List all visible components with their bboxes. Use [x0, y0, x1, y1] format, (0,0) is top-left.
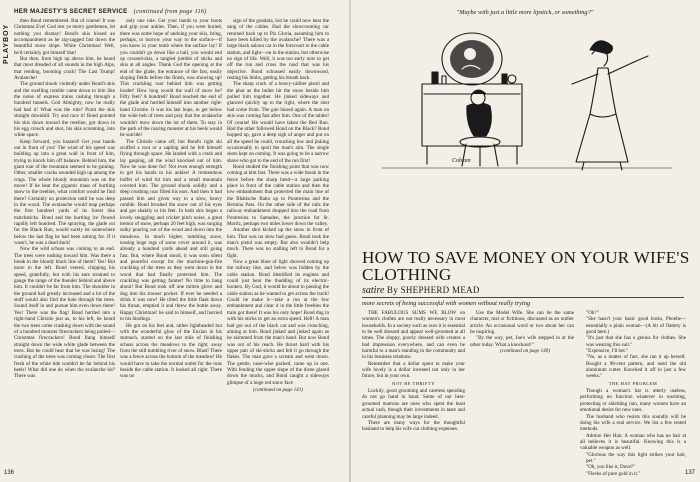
- paragraph: "It's just that she has a genius for clothes. She was wearing this suit.": [586, 335, 686, 348]
- satire-label: satire: [362, 285, 385, 296]
- paragraph: The ground shook violently under Bond's skis and the swelling rumble came down to him like the noise of express trains rushing through a hundred tunnels. God Almighty, now he really had had it! What was the rule? Point the skis straight downhill. Try and race it! Bond pointed his skis down toward the treeline, got down in his egg crouch and shot, his skis screaming, into white space.: [14, 81, 115, 139]
- cartoon-caption: "Maybe with just a little more lipstick, or something?": [456, 9, 594, 16]
- paragraph: There are many ways for the thoughtful husband to help his wife cut clothing expenses.: [362, 419, 465, 433]
- magazine-brand: PLAYBOY: [3, 23, 10, 65]
- subhead: NOT BE THRIFTY: [391, 380, 436, 386]
- paragraph: "Flecks of pure gold in it.": [586, 470, 641, 477]
- paragraph: He got on his feet and, rather lightheaded but with the wonderful glow of the Enzian in his stomach, started on the last mile of finishing schuss across the meadows to the right, away from the still tumbling river of snow. Blast! There was a fence across the bottom of the meadow! He would have to take the normal outlet for the runs beside the cable station. It looked all right. There was no: [120, 322, 222, 380]
- subhead: THE HAT PROBLEM: [608, 380, 658, 386]
- paragraph: Use the Model Wife. She can be the same character, real or fictitious, discussed as an outlier article. An occasional word or two about her can be inspiring.: [470, 310, 574, 336]
- artist-signature: Cobean: [452, 158, 471, 164]
- article-column-1: [14, 18, 115, 470]
- paragraph: Now the wild schuss was coming to an end. The trees were rushing toward him. Was there a break in the bloody black line of them? Yes! But more to the left. Bond veered, chipping his speed, gratefully, but with his ears strained to gauge the range of the thunder behind and above him. It couldn't be far from him. The shoulder in the ground had greatly increased and a lot of the stuff would also find the hole through the trees. Sound itself in and pursue him even down there! Yes! There was the flag! Bond hurtled into a right-hand Christie just as, to his left, he heard the two trees come crashing down with the sound of a hundred monster firecrackers being pulled—Christmas firecrackers! Bond flung himself straight down the wide white glade between the trees. But he could hear that he was losing! The crashing of the trees was coming closer. The first fresh of the white tide couldn't be far behind his heels! What did one do when the avalanche hit? There was: [14, 246, 115, 380]
- paragraph: "By the way, pet, Joe's wife stepped in at the other today. What a knockout!": [470, 335, 574, 348]
- article-column-2: [120, 18, 222, 470]
- running-head-title: HER MAJESTY'S SECRET SERVICE: [14, 8, 128, 15]
- cartoon-illustration: [362, 14, 688, 174]
- paragraph: Another shot kicked up the snow in front of him. That was no slow bad guess. Bond took the man's pistol was empty. But also wouldn't help much. There was no stalling left to Bond for a fight.: [227, 227, 329, 259]
- paragraph: Bond studied the finishing point that was now coming at him fast. There was a wide break in the fence before the sharp bend—a large parking place in front of the cable station and then the low embankment that protected the main line of the Rhätische Bahn up to Pontresina and the Bernina Pass. On the other side of the rails the railway embankment dropped into the road from Pontresina to Samaden, the junction for St. Moritz, perhaps two miles lower down the valley.: [227, 163, 329, 227]
- article-column-3: [227, 18, 329, 470]
- paragraph: Keep forward, you bastard! Get your hands out in front of you! The wind of his speed was building up into a great wall in front of him, trying to knock him off balance. Behind him, the giant roar of the mountain seemed to be gaining. Other, smaller cracks sounded high up among the crags. The whole bloody mountain was on the move! If he beat the gigantic mass of hurtling snow to the treeline, what comfort would he find there? Certainly no protection until he was deep in the wood. The avalanche would reap perhaps the first hundred yards of its forest like matchsticks. Bond and the hurtling ice flowed rapidly left hundred. The spraying, the glade cut for the Black Run, would surely be somewhere below the last flag he had been aiming for. If it wasn't, he was a dead duck!: [14, 138, 115, 247]
- article-body-column-3: [580, 310, 686, 477]
- page-number-right: 137: [685, 470, 696, 476]
- continued-from: (continued from page 116): [133, 8, 207, 15]
- paragraph: But then, from high up above him, he heard that most dreaded of all sounds in the high Alps, that rending, booming crack! The Last Trump! Avalanche!: [14, 56, 115, 82]
- paragraph: "She hasn't your basic good looks, Phoebe—essentially a plain woman—(A bit of flattery is good here.): [586, 316, 686, 336]
- paragraph: "No, as a matter of fact, she ran it up herself. Bought a 98-cent pattern, and used the old aluminum cutter. Knocked it off in just a few weeks.": [586, 354, 686, 380]
- continued-on: (continued on page 141): [253, 386, 303, 393]
- paragraph: sign of the gondola, but he could now hear the sang of the cables. Had the slowcooming car returned back up to Piz Gloria, assuming him to have been killed by the avalanche? There was a large black saloon car in the forecourt to the cable station, and light—on in the station, but otherwise no sign of life. Well, it was too early now to get off the run and cross the road that was his objective. Bond schussed easily downwood, resting his limbs, getting his breath back.: [227, 18, 330, 82]
- paragraph: Admire Her Hair. A woman who has no hair at all believes it is beautiful. Knowing this is a valuable weapon as well.: [580, 432, 686, 452]
- paragraph: The Christie came off, but Bond's right ski scuffed a root or a sapling and he felt himself flying through space. He landed with a crash and lay gasping, all the wind knocked out of him. Now he was done for! Not even enough strength to get his hands to his ankles! A tremendous buffet of wind hit him and a small mountain covered him. The ground shook solidly and a deep crushing roar filled his ears. And then it had passed him and given way to a slow, heavy rumble. Bond brushed the snow out of his eyes and got shakily to his feet. In both skis began a lovely snuggling and cricket pitch noise, a great tremor of snow, perhaps 20 feet high, was surging sulky pouring out of the wood and down into the meadows. In much higher, tumbling snow, tossing huge rags of snow cover around it, was already a hundred yards ahead and still going fast. But, where Bond stood, it was soon silent and peaceful except for the machine-gun-fire crackling of the trees as they went down in the wood that had finally protected him. The crackling was getting fainter! No time to hang about! But Bond took off one mitten glove and dug into his trouser pocket. If ever he needed a drink it was now! He tilted the little flask down his throat, emptied it and threw the bottle away. Happy Christmas! he said to himself, and hurried to his bindings.: [120, 138, 222, 323]
- paragraph: "Expensive, I'll bet.": [586, 348, 629, 355]
- paragraph: then Bond remembered. But of course! It was Christmas Eve! God rest ye merry gentlemen, let nothing you dismay! Bond's skis hissed an accompaniment as he zig-zagged fast down the beautiful snow slope. White Christmas! Well, he'd certainly got himself that!: [14, 18, 115, 56]
- article-body-column-2: [470, 310, 574, 470]
- article-headline: HOW TO SAVE MONEY ON YOUR WIFE'S CLOTHING: [362, 248, 690, 284]
- paragraph: Luckily, good grooming and careless spending do not go hand in hand. Some of our best-groomed matrons are ones who spent the least actual cash, though their investments in taste and careful planning may be large indeed.: [362, 388, 465, 420]
- paragraph: only one rule. Get your hands to your boots and grip your ankles. Then, if you were buried, there was some hope of undoing your skis, bring, perhaps, to burrow your way to the surface—if you knew in your tomb where the surface lay! If you couldn't go down like a ball, you would end up crossed-skis, a tangled jumble of sticks and skis at all angles. Thank God the opening at the end of the glade, the entrance of the fast, easily sloping fields before the finish, was showing up! This crackling roar behind him was getting louder! How long would the wall of snow be? Fifty feet? A hundred? Bond reached the end of the glade and hurtled himself into another right-hand Christie. It was his last hope, to get below the wide belt of trees and pray that the avalanche wouldn't mow down the lot of them. To stay in the path of the roaring monster at his heels would be suicide!: [120, 18, 222, 139]
- paragraph: "Oh, you like it, Dave?": [586, 464, 636, 471]
- continued-on-right: (continued on page 140): [500, 348, 550, 355]
- author-name: By SHEPHERD MEAD: [386, 285, 480, 295]
- running-head: [14, 8, 207, 15]
- paragraph: "Oh?": [586, 310, 599, 316]
- article-dek: more secrets of being successful with women without really trying: [362, 300, 531, 307]
- byline: [362, 285, 480, 296]
- page-gutter: [349, 0, 351, 482]
- paragraph: THE FABULOUS SUMS WE BLOW on women's clothes are not really necessary in most households. In a society such as ours it is essential to be well dressed and appear well-groomed at all times. The sloppy, poorly dressed wife creates a bad impression everywhere, and can even be harmful to a man's standing in the community and in his business relations.: [362, 310, 465, 361]
- paragraph: The sharp crack of a heavy-caliber pistol and the phut as the bullet hit the snow beside him pulled him together. He jinked sideways and glanced quickly up to the right, where the shot had come from. The gun hissed again. A man on skis was coming fast after him. One of the tables! Of course! He would have taken the Red Run. Had the other followed Bond on the Black? Bond hopped up, gave a deep sigh of anger and put on all the speed he could, crouching low and jinking occasionally to spoil the man's aim. The single shots kept on coming. It was going to be a narrow shave who got to the end of the run first!: [227, 81, 329, 164]
- paragraph: Though a woman's hat is utterly useless, performing no function whatever in warming, protecting or shielding rain, many women have an emotional desire for new ones.: [580, 388, 686, 414]
- article-body-column-1: [362, 310, 465, 470]
- paragraph: Now a great blare of light showed coming up the railway line, and below was hidden by the cable station. Bond identified its engines and could just hear the thudding of its electric-hooters. By God, it would be about to passing the cable station as he wanted to get across the track! Could he make it—take a run at the low embankment and clear it in the little freebies the train got there! It was his only hope! Bond dug in with his sticks to get an extra speed. Hell! A man had got out of the black car and was crouching, aiming at him. Bond jinked and jinked again as he skimmed from the man's hand. But now Bond was out of his reach. He thrust hard with his upper pair of ski-sticks and felt it go through the flakes. The man gave a scream and went down. The gentle, nose-wise packed, came up in one. With fending the upper slope of the dicee glared down the mucks, and Bond caught a sideways glimpse of a huge red snow face: [227, 259, 329, 386]
- paragraph: The husband who resists this soundly will be doing his wife a real service. We list a few tested methods.: [580, 413, 686, 433]
- headline-rule: [362, 297, 684, 298]
- paragraph: "Glorious the way this light strikes your hair, pet.": [586, 451, 686, 464]
- paragraph: Remember that a dollar spent to make your wife lovely is a dollar invested not only in her future, but in your own.: [362, 360, 465, 380]
- page-number-left: 136: [4, 470, 15, 476]
